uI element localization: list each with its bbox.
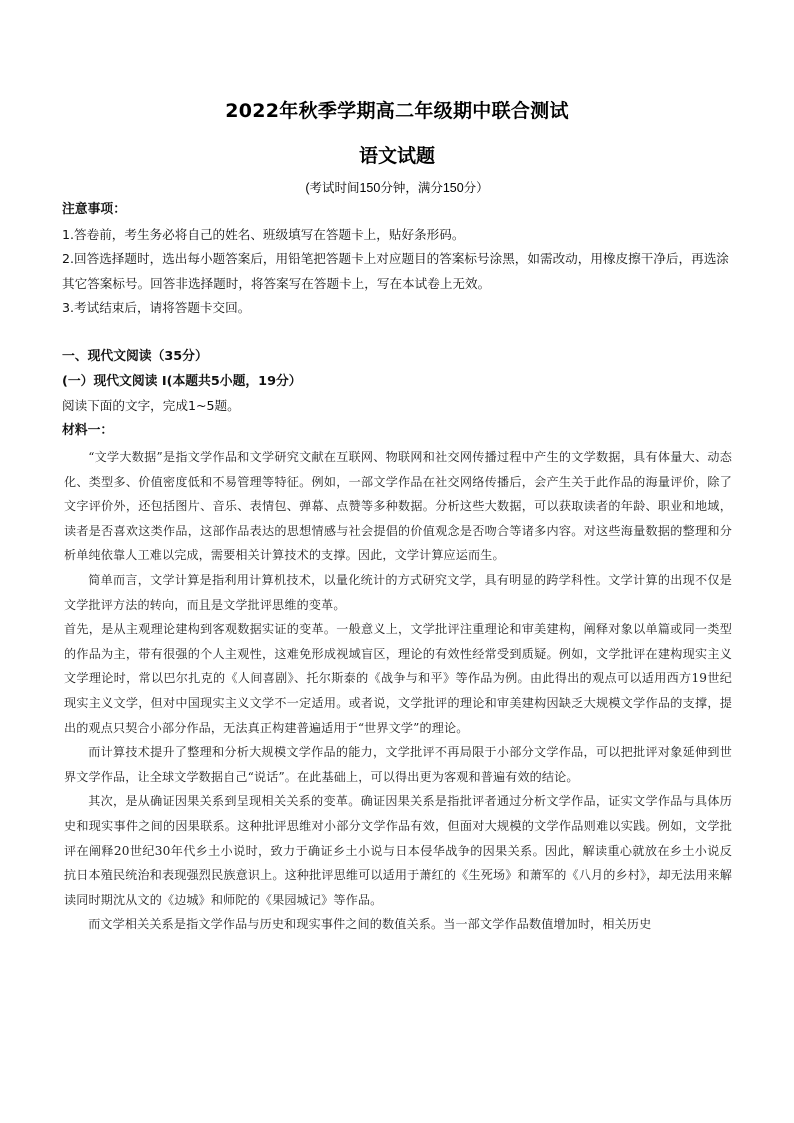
notes-heading: 注意事项： — [62, 202, 126, 217]
passage-paragraph: 首先，是从主观理论建构到客观数据实证的变革。一般意义上，文学批评注重理论和审美建构，阐释对象以单篇或同一类型的作品为主，带有很强的个人主观性，这难免形成视域盲区，理论的有效性经常受到质疑。例如，文学批评在建构现实主义文学理论时，常以巴尔扎克的《人间喜剧》、托尔斯泰的《战争与和平》等作品为例。由此得出的观点可以适用西方19世纪现实主义文学，但对中国现实主义文学不一定适用。或者说，文学批评的理论和审美建构因缺乏大规模文学作品的支撑，提出的观点只契合小部分作品，无法真正构建普遍适用于“世界文学”的理论。 — [64, 622, 732, 735]
notes-section — [62, 198, 740, 321]
exam-main-title: 2022年秋季学期高二年级期中联合测试 — [225, 100, 569, 122]
note-item-3: 3.考试结束后，请将答题卡交回。 — [62, 300, 251, 315]
section-subtitle: (一）现代文阅读 I(本题共5小题，19分） — [62, 373, 302, 389]
note-item-2: 2.回答选择题时，选出每小题答案后，用铅笔把答题卡上对应题目的答案标号涂黑，如需改动，用橡皮擦干净后，再选涂其它答案标号。回答非选择题时，将答案写在答题卡上，写在本试卷上无效。 — [62, 251, 729, 291]
passage-paragraph: “文学大数据”是指文学作品和文学研究文献在互联网、物联网和社交网传播过程中产生的文学数据，具有体量大、动态化、类型多、价值密度低和不易管理等特征。例如，一部文学作品在社交网络传播后，会产生关于此作品的海量评价，除了文字评价外，还包括图片、音乐、表情包、弹幕、点赞等多种数据。分析这些大数据，可以获取读者的年龄、职业和地域，读者是否喜欢这类作品，这部作品表达的思想情感与社会提倡的价值观念是否吻合等诸多内容。对这些海量数据的整理和分析单纯依靠人工难以完成，需要相关计算技术的支撑。因此，文学计算应运而生。 — [64, 450, 732, 563]
exam-time-info: (考试时间150分钟，满分150分） — [305, 181, 489, 195]
note-item-1: 1.答卷前，考生务必将自己的姓名、班级填写在答题卡上，贴好条形码。 — [62, 226, 465, 242]
passage-paragraph: 而文学相关关系是指文学作品与历史和现实事件之间的数值关系。当一部文学作品数值增加时，相关历史 — [88, 917, 652, 932]
reading-passage — [64, 445, 732, 937]
passage-paragraph: 简单而言，文学计算是指利用计算机技术，以量化统计的方式研究文学，具有明显的跨学科性。文学计算的出现不仅是文学批评方法的转向，而且是文学批评思维的变革。 — [64, 572, 732, 612]
passage-paragraph: 而计算技术提升了整理和分析大规模文学作品的能力，文学批评不再局限于小部分文学作品，可以把批评对象延伸到世界文学作品，让全球文学数据自己“说话”。在此基础上，可以得出更为客观和普遍有效的结论。 — [64, 745, 732, 784]
section-title: 一、现代文阅读（35分） — [62, 349, 208, 364]
exam-subject-title: 语文试题 — [358, 145, 435, 167]
material-label: 材料一： — [62, 422, 114, 438]
section-instruction: 阅读下面的文字，完成1~5题。 — [62, 398, 240, 413]
reading-section — [62, 345, 740, 443]
passage-paragraph: 其次，是从确证因果关系到呈现相关关系的变革。确证因果关系是指批评者通过分析文学作品，证实文学作品与具体历史和现实事件之间的因果联系。这种批评思维对小部分文学作品有效，但面对大规模的文学作品则难以实践。例如，文学批评在阐释20世纪30年代乡土小说时，致力于确证乡土小说与日本侵华战争的因果关系。因此，解读重心就放在乡土小说反抗日本殖民统治和表现强烈民族意识上。这种批评思维可以适用于萧红的《生死场》和萧军的《八月的乡村》，却无法用来解读同时期沈从文的《边城》和师陀的《果园城记》等作品。 — [64, 794, 732, 907]
